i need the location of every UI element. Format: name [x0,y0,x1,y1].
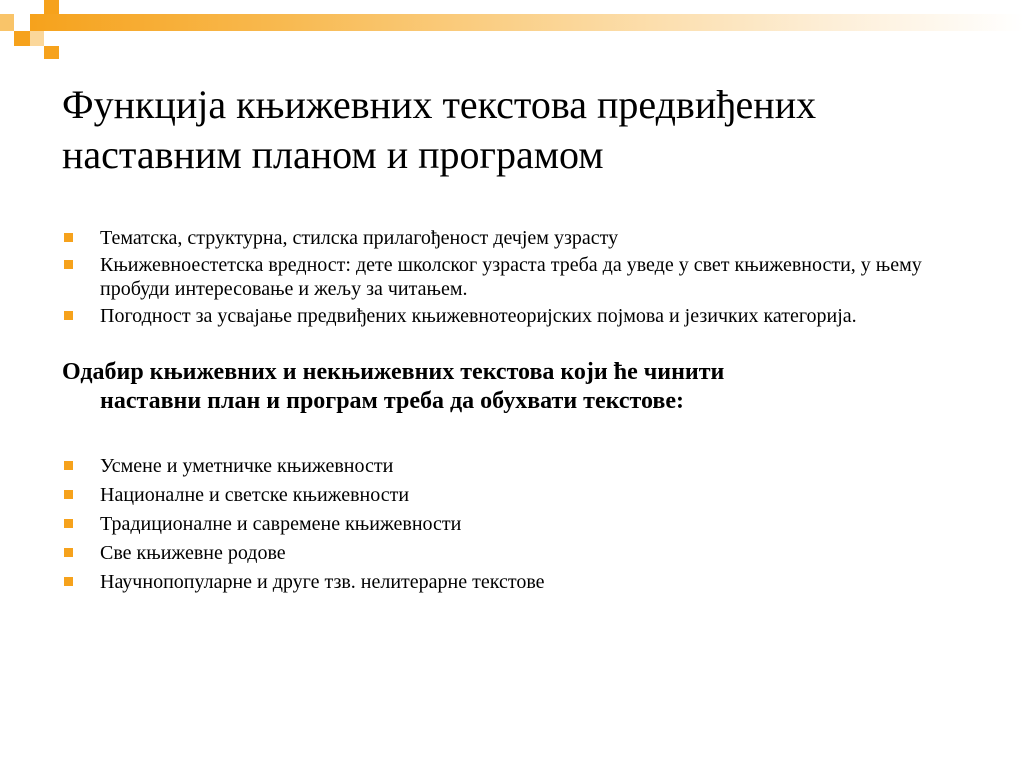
decorative-square [30,31,44,46]
square-bullet-icon [64,490,73,499]
list-item-text: Погодност за усвајање предвиђених књижевнотеоријских појмова и језичких категорија. [100,305,857,327]
slide-title: Функција књижевних текстова предвиђених наставним планом и програмом [62,82,817,177]
list-item [62,483,992,507]
list-item [62,226,992,250]
square-bullet-icon [64,260,73,269]
list-item [62,570,992,594]
list-item-text: Националне и светске књижевности [100,484,410,506]
square-bullet-icon [64,461,73,470]
header-decoration-bar [30,14,1024,31]
criteria-list [62,226,992,331]
square-bullet-icon [64,519,73,528]
list-item-text: Усмене и уметничке књижевности [100,455,394,477]
list-item-text: Све књижевне родове [100,542,286,564]
subheading-line-2: наставни план и програм треба да обухвати текстове: [100,388,684,414]
decorative-square [44,46,59,59]
decorative-square [44,0,59,14]
square-bullet-icon [64,233,73,242]
text-types-list [62,454,992,599]
section-subheading [62,358,962,416]
list-item-text: Традиционалне и савремене књижевности [100,513,462,535]
list-item [62,253,992,301]
square-bullet-icon [64,577,73,586]
list-item-text: Тематска, структурна, стилска прилагођеност дечјем узрасту [100,227,619,249]
list-item [62,512,992,536]
subheading-line-1: Одабир књижевних и некњижевних текстова који ће чинити [62,359,725,385]
square-bullet-icon [64,311,73,320]
decorative-square [0,14,14,31]
list-item [62,304,992,328]
list-item-text: Књижевноестетска вредност: дете школског узраста треба да уведе у свет књижевности, у њему пробуди интересовање и жељу за читањем. [100,254,922,300]
list-item [62,541,992,565]
decorative-square [14,31,30,46]
square-bullet-icon [64,548,73,557]
list-item [62,454,992,478]
list-item-text: Научнопопуларне и друге тзв. нелитерарне текстове [100,571,545,593]
